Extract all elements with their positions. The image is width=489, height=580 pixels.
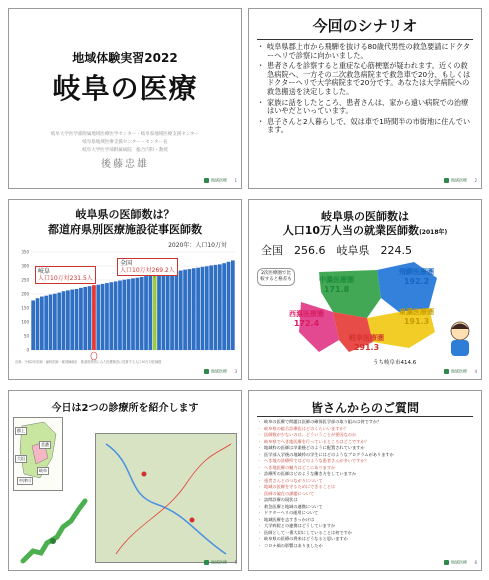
chart-bar	[218, 264, 222, 350]
question-item: ・ コロナ禍の影響はありましたか	[259, 543, 475, 550]
chart-bar	[175, 271, 179, 350]
region-value: 172.4	[293, 319, 320, 328]
chart-bar	[70, 290, 74, 350]
region-hida	[399, 268, 434, 286]
question-item: ・ 訪問診療の現状は	[259, 497, 475, 504]
question-item: ・ 地域医療を志すきっかけは	[259, 517, 475, 524]
gifu-label: 岐阜	[38, 268, 51, 275]
region-value: 191.3	[403, 317, 430, 326]
chart-bar	[118, 281, 122, 350]
page-number: 5	[234, 560, 237, 565]
y-tick-label: 50	[23, 333, 29, 339]
chart-bar	[227, 262, 231, 350]
chart-bar	[196, 268, 200, 350]
slide1-subtitle: 地域体験実習2022	[72, 51, 178, 65]
footer-logo	[204, 178, 227, 183]
logo-text: 地域医療	[451, 559, 467, 565]
chart-bar	[135, 278, 139, 350]
chart-bar	[36, 298, 40, 350]
affiliation-line: 岐阜県地域医療支援センター・センター長	[82, 140, 168, 145]
worried-person-illustration	[445, 318, 475, 358]
question-item: ・ 地域枠の医師は卒業後どのように配置されていますか	[259, 445, 475, 452]
clinic-area-map	[95, 433, 237, 563]
chart-bar	[57, 293, 61, 350]
chart-bar	[88, 286, 92, 350]
chart-bar	[101, 284, 105, 350]
disparity-callout: 2次医療圏で比較すると格差も	[257, 268, 295, 286]
y-tick-label: 0	[26, 347, 29, 353]
slide1-title: 岐阜の医療	[52, 72, 198, 105]
subtitle-text: 人口10万人当の就業医師数	[282, 224, 420, 237]
place-label: 郡上	[17, 428, 25, 433]
affiliation-line: 岐阜大学医学部附属病院 総合内科・教授	[82, 148, 168, 153]
chart-bar	[179, 270, 183, 350]
footer-logo	[444, 178, 467, 183]
chart-bar	[66, 290, 70, 350]
national-comparison: 全国 256.6 岐阜県 224.5	[261, 244, 412, 257]
slide-6-questions[interactable]	[248, 390, 482, 571]
list-item: ・ 患者さんを診察すると重症な心筋梗塞が疑われます。近くの救急病院へ、一方その二次救急病院まで救急車で20分、もしくはドクターヘリで大学病院まで20分です。あなたは大学病院への救急搬送を決定しました。	[259, 62, 473, 96]
place-label: 大垣	[17, 456, 25, 461]
slide-3-doctor-count[interactable]	[8, 199, 242, 380]
question-item: ・ 医学部入学後の地域枠の学生にはどのようなプログラムがありますか	[259, 452, 475, 459]
chart-bar	[53, 294, 57, 350]
list-item: ・ 家族に話をしたところ、患者さんは、家から遠い病院での治療はいやだといっています。	[259, 99, 473, 116]
chart-bar	[205, 266, 209, 350]
logo-mark-icon	[204, 560, 209, 565]
gifu-value: 人口10万対231.5人	[38, 275, 93, 282]
question-item: ・ 地域の医療を守るためにできることは	[259, 484, 475, 491]
chart-bar	[144, 276, 148, 350]
question-item: ・ 医師数が少ないのは、どういうことが要因なのか	[259, 432, 475, 439]
chart-bar	[201, 267, 205, 350]
question-item: ・ 医師として一番大切にしていることは何ですか	[259, 530, 475, 537]
slide-5-clinics[interactable]	[8, 390, 242, 571]
slide-4-regional-doctors[interactable]	[248, 199, 482, 380]
question-item: ・ 岐阜県でへき地医療を行っているところはどこですか？	[259, 439, 475, 446]
question-item: ・ へき地医療の魅力はどこにありますか	[259, 465, 475, 472]
question-item: ・ ドクターヘリの運用について	[259, 510, 475, 517]
region-name: 西濃医療圏	[289, 310, 324, 318]
footer-logo	[204, 560, 227, 565]
logo-mark-icon	[204, 369, 209, 374]
slide5-title: 今日は2つの診療所を紹介します	[51, 403, 199, 414]
presenter-name: 後藤忠雄	[101, 159, 149, 170]
region-gifu	[349, 334, 384, 352]
region-name: 東濃医療圏	[399, 308, 434, 316]
region-value: 192.2	[403, 277, 430, 286]
affiliation-line: 岐阜大学医学部附属地域医療医学センター・岐阜県地域医療支援センター	[50, 132, 200, 137]
chart-bar	[83, 287, 87, 350]
y-tick-label: 250	[21, 277, 29, 283]
chart-bar	[79, 288, 83, 350]
title-divider	[257, 39, 473, 40]
slide-2-scenario[interactable]	[248, 8, 482, 189]
chart-bar	[214, 265, 218, 350]
logo-text: 地域医療	[211, 559, 227, 565]
national-value: 人口10万対269.2人	[120, 267, 175, 274]
chart-note: 2020年：人口10万対	[168, 242, 227, 249]
title-divider	[257, 416, 473, 417]
chart-bar	[222, 263, 226, 350]
slide3-title: 岐阜県の医師数は？	[75, 208, 175, 221]
chart-bar	[166, 273, 170, 350]
chart-bar	[44, 296, 48, 350]
japan-gifu-location-map	[13, 491, 93, 571]
question-item: ・ 救急医療と地域の連携について	[259, 504, 475, 511]
region-tono	[399, 308, 434, 326]
region-value: 291.3	[353, 343, 380, 352]
logo-text: 地域医療	[211, 177, 227, 183]
question-item: ・ へき地の診療所ではどのような患者さんが多いですか？	[259, 458, 475, 465]
chart-bar	[153, 275, 157, 350]
chart-bar	[209, 265, 213, 350]
gifu-city-note: うち岐阜市414.6	[373, 360, 417, 366]
region-name: 岐阜医療圏	[349, 334, 384, 342]
question-item: ・ 岐阜県の総合診療医はどのくらいいますか？	[259, 426, 475, 433]
place-label: 美濃	[41, 442, 49, 447]
footer-logo	[444, 560, 467, 565]
page-number: 3	[234, 369, 237, 374]
logo-mark-icon	[444, 560, 449, 565]
place-label: 中津川	[19, 478, 31, 483]
chart-bar	[188, 269, 192, 350]
year-label: (2018年)	[419, 229, 448, 236]
chart-bar	[183, 270, 187, 350]
logo-mark-icon	[444, 369, 449, 374]
question-item: ・ 岐阜県の医療の将来はどうなると思いますか	[259, 536, 475, 543]
region-chuno	[319, 276, 354, 294]
chart-bar	[109, 282, 113, 350]
slide3-subtitle: 都道府県別医療施設従事医師数	[48, 223, 202, 236]
region-name: 中濃医療圏	[319, 276, 354, 284]
chart-bar	[131, 278, 135, 350]
page-number: 4	[474, 369, 477, 374]
question-item: ・ 診療所の医師はどのような働き方をしていますか	[259, 471, 475, 478]
national-annotation	[117, 258, 178, 276]
question-item: ・ 大学病院との連携はどうしていますか	[259, 523, 475, 530]
y-tick-label: 150	[21, 305, 29, 311]
logo-text: 地域医療	[451, 368, 467, 374]
logo-text: 地域医療	[211, 368, 227, 374]
slide-1-title[interactable]	[8, 8, 242, 189]
slide1-affiliations	[19, 131, 231, 155]
page-number: 6	[474, 560, 477, 565]
y-tick-label: 200	[21, 291, 29, 297]
chart-bar	[49, 295, 53, 350]
logo-mark-icon	[444, 178, 449, 183]
gifu-axis-highlight	[91, 352, 97, 360]
chart-bar	[92, 285, 96, 350]
footer-logo	[204, 369, 227, 374]
chart-bar	[75, 289, 79, 350]
chart-bar	[148, 275, 152, 350]
page-number: 2	[474, 178, 477, 183]
question-item: ・ 岐阜の医療で問題は医師の確保医学部の取り組みは何ですか？	[259, 419, 475, 426]
region-name: 飛騨医療圏	[399, 268, 434, 276]
chart-bar	[62, 291, 66, 350]
chart-bar	[96, 285, 100, 350]
chart-bar	[157, 274, 161, 350]
region-seino	[289, 310, 324, 328]
logo-text: 地域医療	[451, 177, 467, 183]
doctor-count-bar-chart	[9, 200, 242, 380]
terrain-map-graphic	[96, 434, 236, 562]
chart-bar	[105, 283, 109, 350]
page-number: 1	[234, 178, 237, 183]
chart-bar	[140, 277, 144, 350]
chart-bar	[170, 272, 174, 350]
y-tick-label: 350	[21, 249, 29, 255]
list-item: ・ 岐阜県郡上市から飛騨を抜ける80歳代男性の救急要請にドクターヘリで診察に向かいました。	[259, 43, 473, 60]
place-label: 岐阜	[39, 468, 47, 473]
region-value: 171.8	[323, 285, 350, 294]
chart-bar	[122, 280, 126, 350]
questions-list	[259, 419, 475, 549]
list-item: ・ 息子さんと2人暮らしで、奴は車で1時間半の市街地に住んでいます。	[259, 118, 473, 135]
slide6-title: 皆さんからのご質問	[310, 401, 419, 415]
slide4-title: 岐阜県の医師数は	[321, 210, 409, 223]
footer-logo	[444, 369, 467, 374]
chart-bar	[127, 279, 131, 350]
chart-bar	[231, 260, 235, 350]
chart-bar	[192, 268, 196, 350]
y-tick-label: 300	[21, 263, 29, 269]
chart-bar	[40, 297, 44, 350]
slide2-title: 今回のシナリオ	[312, 17, 418, 35]
national-label: 全国	[120, 260, 133, 267]
question-item: ・ 患者さんとのつながりについて	[259, 478, 475, 485]
chart-bar	[114, 281, 118, 350]
y-tick-label: 100	[21, 319, 29, 325]
chart-footnote: 出典：令和2年医師・歯科医師・薬剤師統計 都道府県別にみた医療施設に従事する人口10万対医師数	[15, 360, 162, 364]
scenario-list	[259, 43, 473, 137]
gifu-annotation	[35, 266, 96, 284]
question-item: ・ 医師の偏在の課題について	[259, 491, 475, 498]
chart-bar	[31, 300, 35, 350]
chart-bar	[162, 273, 166, 350]
logo-mark-icon	[204, 178, 209, 183]
